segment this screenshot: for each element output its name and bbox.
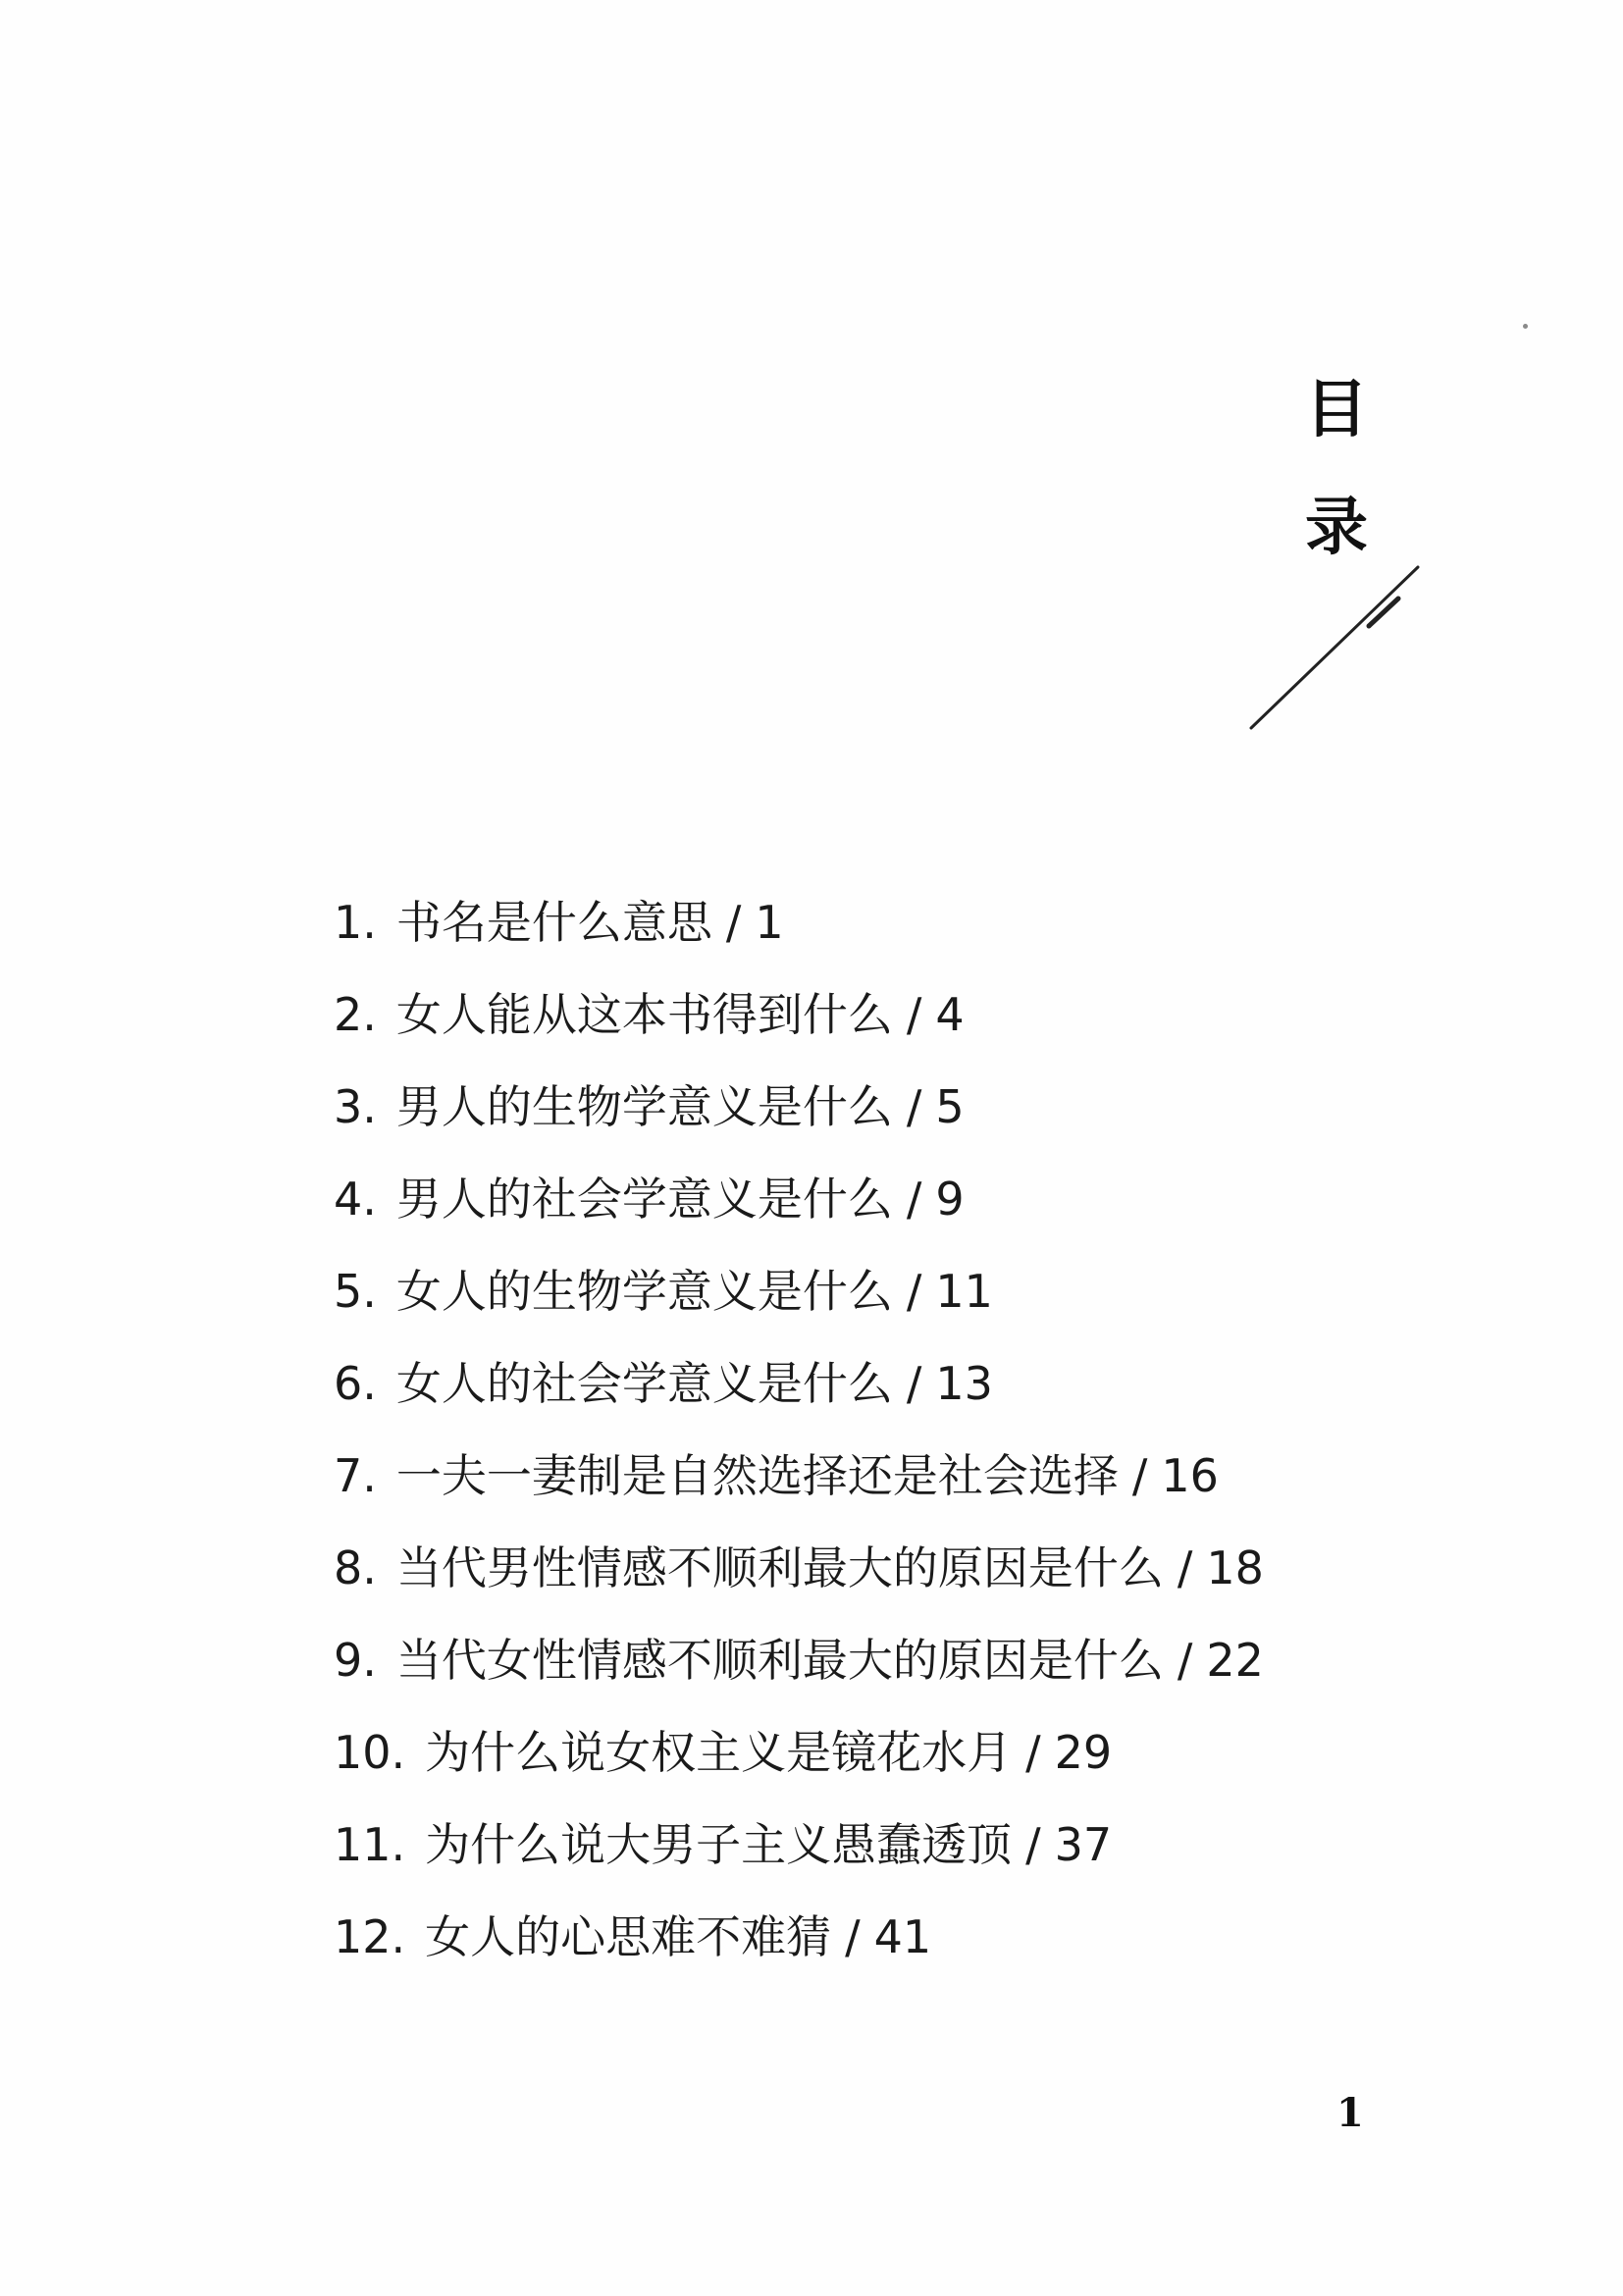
toc-entry-separator: / <box>725 896 742 949</box>
toc-entry[interactable] <box>334 1354 1264 1446</box>
toc-entry-title: 女人的社会学意义是什么 <box>395 1357 893 1410</box>
toc-entry-title: 为什么说女权主义是镜花水月 <box>425 1726 1013 1779</box>
toc-entry-title: 男人的生物学意义是什么 <box>395 1080 893 1133</box>
toc-entry-separator: / <box>1025 1818 1041 1871</box>
toc-entry-number: 7. <box>334 1449 377 1502</box>
toc-entry-separator: / <box>906 1357 922 1410</box>
toc-entry[interactable] <box>334 1539 1264 1631</box>
page-number: 1 <box>1336 2090 1364 2136</box>
toc-entry-number: 11. <box>334 1818 406 1871</box>
toc-entry-page: 1 <box>755 896 784 949</box>
toc-entry-title: 书名是什么意思 <box>395 896 712 949</box>
toc-entry-number: 8. <box>334 1541 377 1594</box>
toc-entry[interactable] <box>334 1170 1264 1262</box>
toc-entry-title: 女人能从这本书得到什么 <box>395 988 893 1041</box>
toc-entry[interactable] <box>334 1262 1264 1354</box>
toc-heading-char-1: 目 <box>1305 373 1368 446</box>
toc-entry[interactable] <box>334 1815 1264 1907</box>
toc-entry-number: 6. <box>334 1357 377 1410</box>
toc-entry-number: 1. <box>334 896 377 949</box>
toc-entry-page: 29 <box>1054 1726 1113 1779</box>
table-of-contents <box>334 893 1264 2000</box>
toc-entry-number: 9. <box>334 1634 377 1687</box>
toc-entry-number: 10. <box>334 1726 406 1779</box>
toc-entry-page: 5 <box>935 1080 965 1133</box>
toc-entry-page: 9 <box>935 1173 965 1226</box>
toc-entry-number: 12. <box>334 1910 406 1963</box>
toc-entry-title: 女人的心思难不难猜 <box>425 1910 832 1963</box>
toc-entry-separator: / <box>906 1173 922 1226</box>
toc-entry-page: 37 <box>1054 1818 1113 1871</box>
toc-entry-title: 当代男性情感不顺利最大的原因是什么 <box>395 1541 1164 1594</box>
toc-entry[interactable] <box>334 1631 1264 1723</box>
toc-entry-title: 一夫一妻制是自然选择还是社会选择 <box>395 1449 1119 1502</box>
toc-entry[interactable] <box>334 1907 1264 2000</box>
toc-entry-number: 2. <box>334 988 377 1041</box>
heading-decorative-rule <box>1241 559 1428 736</box>
toc-entry-separator: / <box>906 1265 922 1318</box>
toc-entry-title: 为什么说大男子主义愚蠢透顶 <box>425 1818 1013 1871</box>
toc-entry-title: 当代女性情感不顺利最大的原因是什么 <box>395 1634 1164 1687</box>
toc-entry-separator: / <box>1131 1449 1148 1502</box>
toc-entry-separator: / <box>1025 1726 1041 1779</box>
toc-entry[interactable] <box>334 985 1264 1077</box>
toc-entry-separator: / <box>906 1080 922 1133</box>
print-speck <box>1523 324 1528 329</box>
toc-entry-separator: / <box>1177 1541 1193 1594</box>
toc-entry-title: 女人的生物学意义是什么 <box>395 1265 893 1318</box>
toc-entry[interactable] <box>334 1723 1264 1815</box>
toc-entry-number: 4. <box>334 1173 377 1226</box>
toc-entry-page: 4 <box>935 988 965 1041</box>
toc-entry-page: 11 <box>935 1265 993 1318</box>
toc-entry[interactable] <box>334 1446 1264 1539</box>
toc-entry-page: 22 <box>1206 1634 1264 1687</box>
toc-entry-number: 3. <box>334 1080 377 1133</box>
toc-entry-page: 13 <box>935 1357 993 1410</box>
toc-entry-separator: / <box>845 1910 861 1963</box>
toc-entry-separator: / <box>1177 1634 1193 1687</box>
toc-entry-page: 16 <box>1161 1449 1219 1502</box>
toc-entry[interactable] <box>334 893 1264 985</box>
toc-entry-page: 41 <box>873 1910 932 1963</box>
toc-entry-title: 男人的社会学意义是什么 <box>395 1173 893 1226</box>
toc-entry-separator: / <box>906 988 922 1041</box>
toc-entry-page: 18 <box>1206 1541 1264 1594</box>
toc-entry-number: 5. <box>334 1265 377 1318</box>
toc-heading-char-2: 录 <box>1305 491 1368 564</box>
toc-entry[interactable] <box>334 1077 1264 1170</box>
